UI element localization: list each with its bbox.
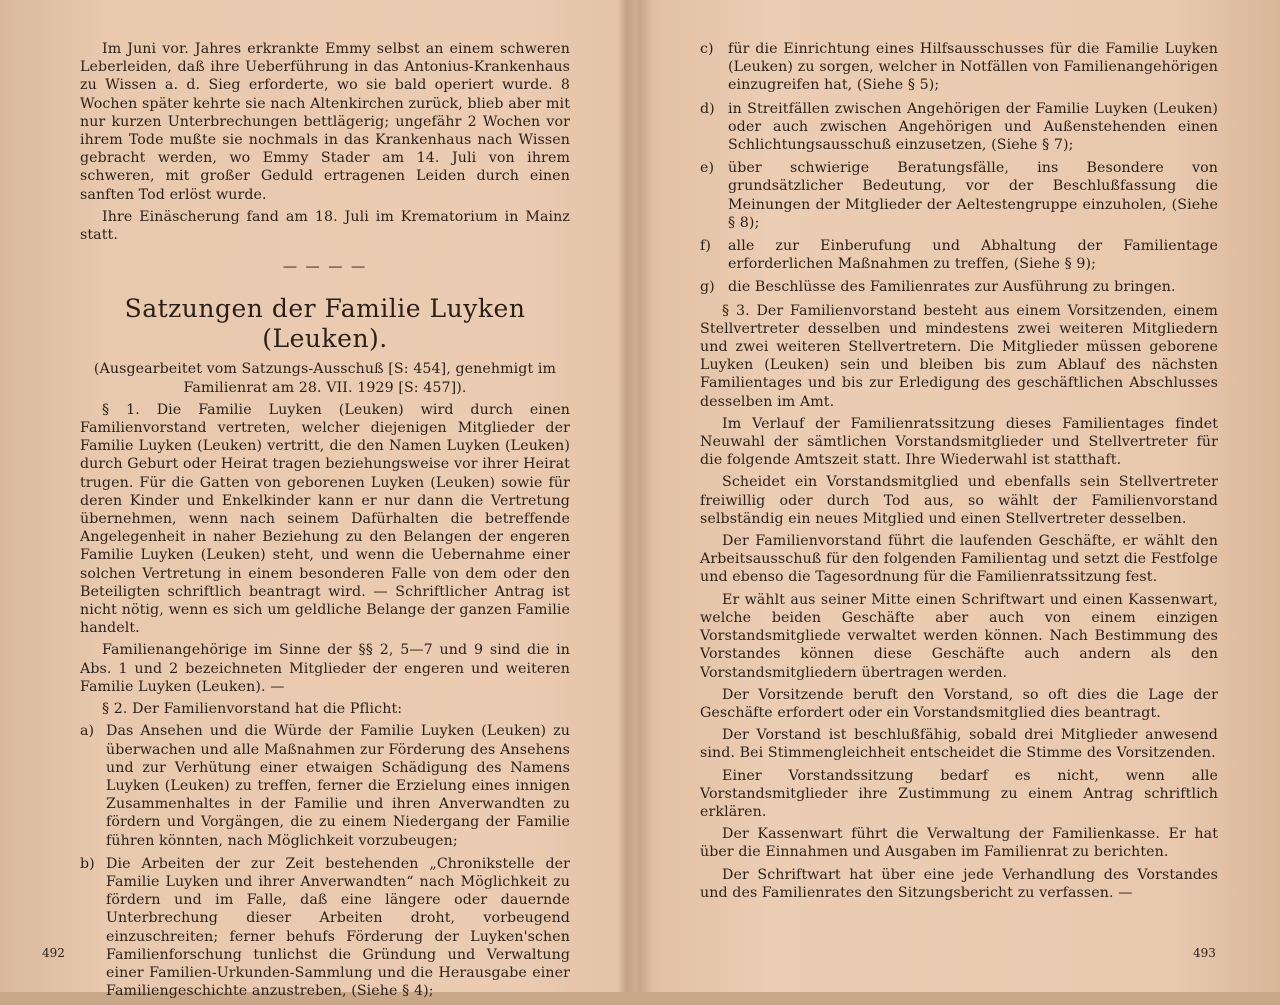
list-item-text: Die Arbeiten der zur Zeit bestehenden „Chronikstelle der Familie Luyken und ihrer Anverwandten“ nach Möglichkeit zu fördern und im Falle, daß eine längere oder dauernde Unterbrechung dieser Arbeiten droht, vorbeugend einzuschreiten; ferner behufs Förderung der Luyken'schen Familienforschung tunlichst die Gründung und Verwaltung einer Familien-Urkunden-Sammlung und die Herausgabe einer Familiengeschichte anzustreben, (Siehe § 4); xyxy=(106,855,570,1000)
list-item-text: für die Einrichtung eines Hilfsausschusses für die Familie Luyken (Leuken) zu sorgen, welcher in Notfällen von Familienangehörigen einzugreifen hat, (Siehe § 5); xyxy=(728,41,1218,94)
list-item-label: g) xyxy=(700,279,715,296)
list-item-text: in Streitfällen zwischen Angehörigen der Familie Luyken (Leuken) oder auch zwischen Angehörigen und Außenstehenden einen Schlichtungsausschuß einzusetzen, (Siehe § 7); xyxy=(728,100,1218,154)
paragraph-new-election: Im Verlauf der Familienratssitzung dieses Familientages findet Neuwahl der sämtlichen Vorstandsmitglieder und Stellvertreter für die folgende Amtszeit statt. Ihre Wiederwahl ist statthaft. xyxy=(700,415,1218,469)
page-number-right: 493 xyxy=(1193,946,1216,960)
list-item-text: Das Ansehen und die Würde der Familie Luyken (Leuken) zu überwachen und alle Maßnahmen zur Förderung des Ansehens und zur Verhütung einer etwaigen Schädigung des Namens Luyken (Leuken) zu treffen, ferner die Erzielung eines innigen Zusammenhaltes in der Familie und ihren Anverwandten zu fördern und Vorgängen, die zu einem Niedergang der Familie führen könnten, nach Möglichkeit vorzubeugen; xyxy=(106,723,570,849)
left-page xyxy=(80,40,570,1005)
list-item xyxy=(80,722,570,849)
list-item-text: alle zur Einberufung und Abhaltung der Familientage erforderlichen Maßnahmen zu treffen, (Siehe § 9); xyxy=(728,238,1218,273)
list-item-label: d) xyxy=(700,100,715,117)
list-item-text: über schwierige Beratungsfälle, ins Besondere von grundsätzlicher Bedeutung, vor der Beschlußfassung die Meinungen der Mitglieder der Aeltestengruppe einzuholen, (Siehe § 8); xyxy=(728,160,1218,231)
list-item-label: c) xyxy=(700,41,714,57)
paragraph-business: Der Familienvorstand führt die laufenden Geschäfte, er wählt den Arbeitsausschuß für den folgenden Familientag und setzt die Festfolge und ebenso die Tagesordnung für die Familienratssitzung fest. xyxy=(700,533,1218,586)
page-number-left: 492 xyxy=(42,946,65,960)
paragraph-quorum: Der Vorstand ist beschlußfähig, sobald drei Mitglieder anwesend sind. Bei Stimmengleichheit entscheidet die Stimme des Vorsitzenden. xyxy=(700,727,1218,762)
paragraph-chair: Der Vorsitzende beruft den Vorstand, so oft dies die Lage der Geschäfte erfordert oder ein Vorstandsmitglied dies beantragt. xyxy=(700,686,1218,721)
list-item-label: f) xyxy=(700,238,711,255)
list-item xyxy=(700,159,1218,232)
right-page xyxy=(700,40,1218,906)
intro-paragraph-1: Im Juni vor. Jahres erkrankte Emmy selbst an einem schweren Leberleiden, daß ihre Ueberführung in das Antonius-Krankenhaus zu Wissen a. d. Sieg erforderte, wo sie bald operiert wurde. 8 Wochen später kehrte sie nach Altenkirchen zurück, blieb aber mit nur kurzen Unterbrechungen bettlägerig; ungefähr 2 Wochen vor ihrem Tode mußte sie nochmals in das Krankenhaus nach Wissen gebracht werden, wo Emmy Stader am 14. Juli von ihrem schweren, mit großer Geduld ertragenen Leiden durch einen sanften Tod erlöst wurde. xyxy=(80,41,570,203)
paragraph-section-1: § 1. Die Familie Luyken (Leuken) wird durch einen Familienvorstand vertreten, welcher diejenigen Mitglieder der Familie Luyken (Leuken) vertritt, die den Namen Luyken (Leuken) durch Geburt oder Heirat tragen beziehungsweise vor ihrer Heirat trugen. Für die Gatten von geborenen Luyken (Leuken) sowie für deren Kinder und Enkelkinder kann er nur dann die Vertretung übernehmen, wenn nach seinem Dafürhalten die betreffende Angelegenheit in naher Beziehung zu den Belangen der engeren Familie Luyken (Leuken) steht, und wenn die Uebernahme einer solchen Vertretung in einem besonderen Falle von dem oder den Beteiligten schriftlich beantragt wird. — Schriftlicher Antrag ist nicht nötig, wenn es sich um geldliche Belange der ganzen Familie handelt. xyxy=(80,401,570,637)
list-item xyxy=(700,40,1218,95)
list-item-label: e) xyxy=(700,160,715,177)
paragraph-section-3: § 3. Der Familienvorstand besteht aus einem Vorsitzenden, einem Stellvertreter desselben und mindestens zwei weiteren Mitgliedern und zwei weiteren Stellvertretern. Die Mitglieder müssen geborene Luyken (Leuken) sein und bleiben bis zum Ablauf des nächsten Familientages und bis zur Erledigung des geschäftlichen Abschlusses desselben im Amt. xyxy=(700,302,1218,410)
list-item xyxy=(700,278,1218,296)
list-item-label: b) xyxy=(80,855,95,872)
paragraph-secretary: Der Schriftwart hat über eine jede Verhandlung des Vorstandes und des Familienrates den Sitzungsbericht zu verfassen. — xyxy=(700,866,1218,901)
list-item xyxy=(700,100,1218,155)
section-heading: Satzungen der Familie Luyken (Leuken). xyxy=(124,294,526,354)
paragraph-officers: Er wählt aus seiner Mitte einen Schriftwart und einen Kassenwart, welche beiden Geschäfte aber auch von einem einzigen Vorstandsmitgliede verwaltet werden können. Nach Bestimmung des Vorstandes können diese Geschäfte auch andern als den Vorstandsmitgliedern übertragen werden. xyxy=(700,591,1218,681)
paragraph-written-consent: Einer Vorstandssitzung bedarf es nicht, wenn alle Vorstandsmitglieder ihre Zustimmung zu einem Antrag schriftlich erklären. xyxy=(700,767,1218,820)
paragraph-section-2: § 2. Der Familienvorstand hat die Pflicht: xyxy=(102,701,403,718)
list-item xyxy=(80,855,570,1001)
list-item-text: die Beschlüsse des Familienrates zur Ausführung zu bringen. xyxy=(728,279,1176,296)
section-subnote: (Ausgearbeitet vom Satzungs-Ausschuß [S: 454], genehmigt im Familienrat am 28. VII. 1929 [S: 457]). xyxy=(93,361,557,396)
section-separator: — — — — xyxy=(282,259,368,276)
intro-paragraph-2: Ihre Einäscherung fand am 18. Juli im Krematorium in Mainz statt. xyxy=(80,208,570,244)
paragraph-treasurer: Der Kassenwart führt die Verwaltung der Familienkasse. Er hat über die Einnahmen und Ausgaben im Familienrat zu berichten. xyxy=(700,826,1218,861)
paragraph-resignation: Scheidet ein Vorstandsmitglied und ebenfalls sein Stellvertreter freiwillig oder durch Tod aus, so wählt der Familienvorstand selbständig ein neues Mitglied und einen Stellvertreter desselben. xyxy=(700,474,1218,527)
book-gutter xyxy=(618,0,636,992)
list-item xyxy=(700,237,1218,273)
paragraph-members: Familienangehörige im Sinne der §§ 2, 5—7 und 9 sind die in Abs. 1 und 2 bezeichneten Mitglieder der engeren und weiteren Familie Luyken (Leuken). — xyxy=(80,642,570,695)
list-item-label: a) xyxy=(80,723,95,740)
